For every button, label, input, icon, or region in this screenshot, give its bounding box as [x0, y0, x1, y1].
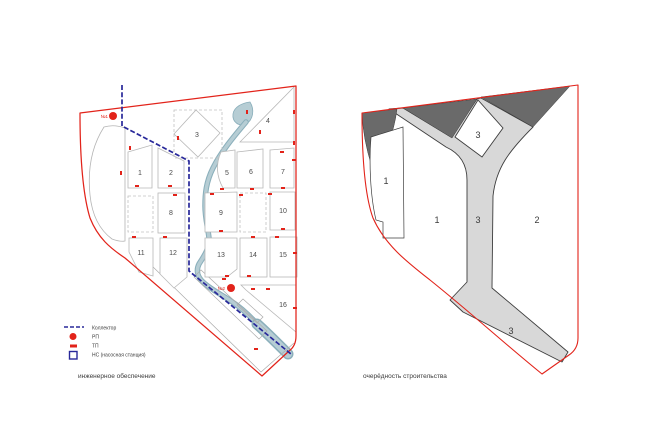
blocks — [128, 87, 297, 332]
block-label: 14 — [249, 252, 257, 259]
legend-ns-label: НС (насосная станция) — [92, 352, 146, 359]
block-label: 4 — [266, 118, 270, 125]
legend-collector-label: Коллектор — [92, 325, 117, 332]
block-label: 6 — [249, 169, 253, 176]
left-plan-caption: инженерное обеспечение — [78, 373, 156, 380]
phase-label: 1 — [434, 215, 440, 225]
legend-rp-label: РП — [92, 334, 99, 341]
phase-label: 1 — [383, 176, 389, 186]
block-label: 16 — [279, 302, 287, 309]
phase-label: 2 — [534, 215, 540, 225]
phasing-plan — [362, 85, 578, 380]
park-area-outline — [89, 126, 125, 242]
legend-ns-swatch — [70, 352, 78, 360]
block-label: 11 — [137, 250, 145, 257]
phase-label: 3 — [475, 130, 481, 140]
block-label: 8 — [169, 210, 173, 217]
phase-label: 3 — [475, 215, 481, 225]
legend — [64, 326, 146, 360]
block-label: 2 — [169, 170, 173, 177]
block-label: 1 — [138, 170, 142, 177]
block-label: 5 — [225, 170, 229, 177]
block-label: 3 — [195, 132, 199, 139]
rp-point-2 — [227, 284, 235, 292]
block-label: 9 — [219, 210, 223, 217]
rp-point-1-label: №1 — [100, 114, 108, 119]
legend-rp-swatch — [70, 333, 77, 340]
engineering-plan — [64, 85, 297, 380]
rp-point-1 — [109, 112, 117, 120]
rp-point-2-label: №2 — [217, 286, 225, 291]
block-label: 13 — [217, 252, 225, 259]
phase-label: 3 — [508, 326, 514, 336]
block-label: 7 — [281, 169, 285, 176]
block-label: 10 — [279, 208, 287, 215]
right-plan-caption: очерёдность строительства — [363, 373, 447, 380]
block-label: 12 — [169, 250, 177, 257]
block-label: 15 — [279, 252, 287, 259]
legend-tp-swatch — [70, 345, 77, 348]
legend-tp-label: ТП — [92, 343, 99, 350]
